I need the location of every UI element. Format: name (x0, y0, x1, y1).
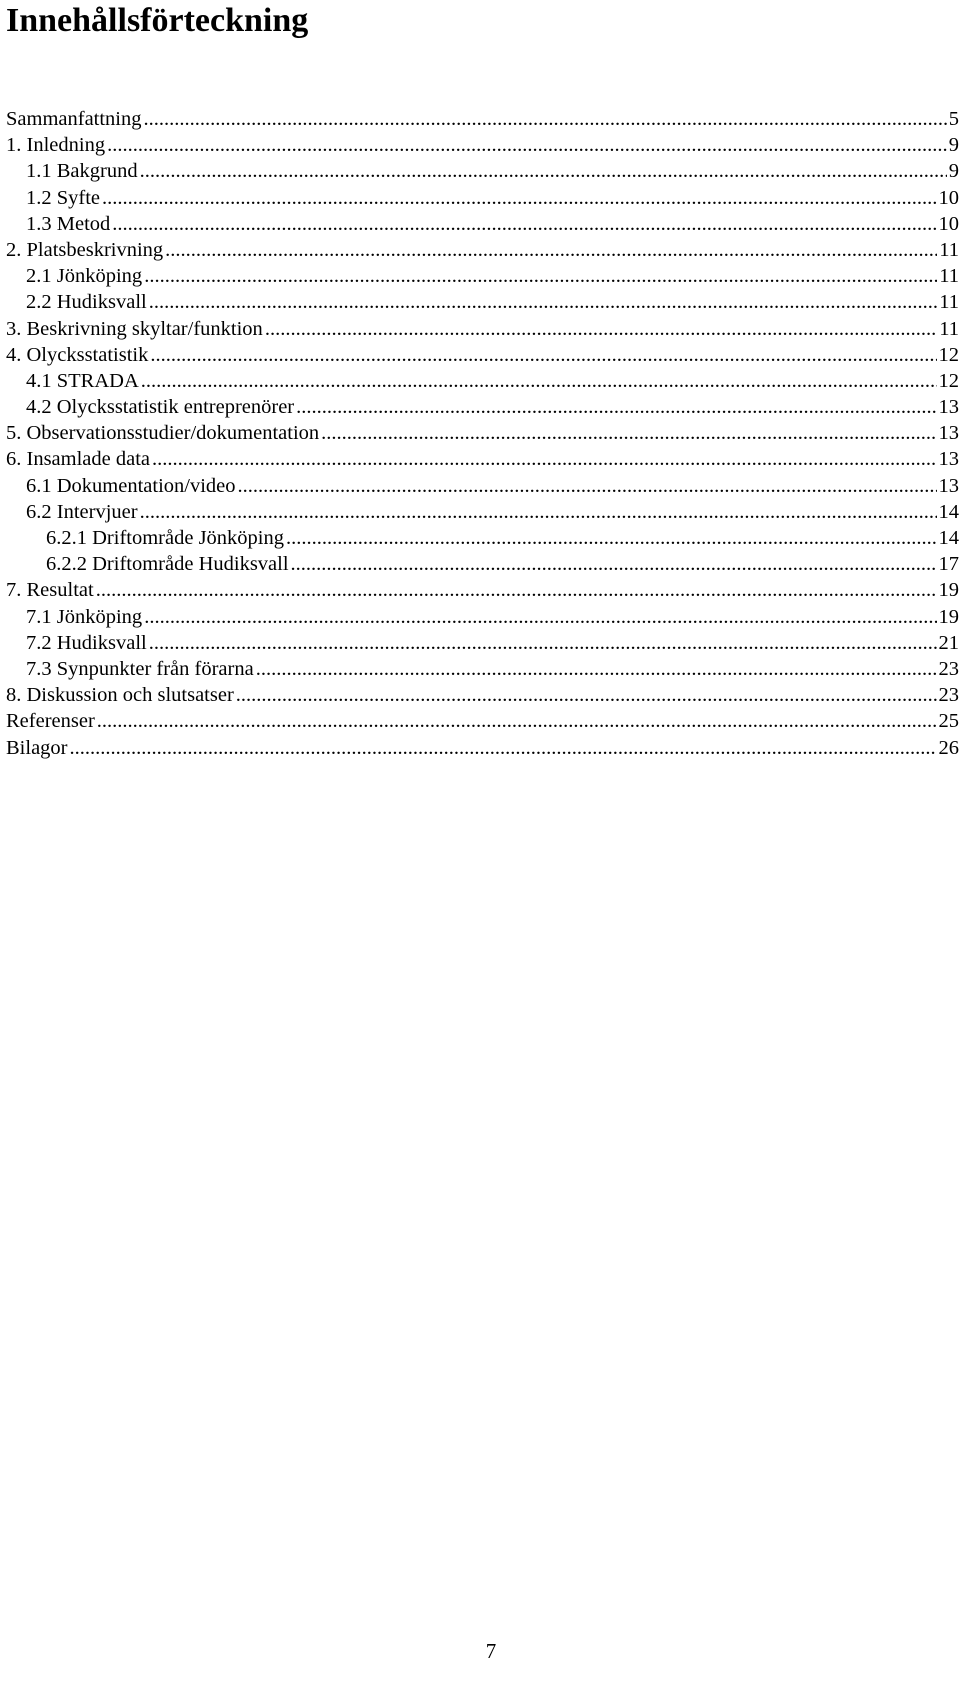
toc-entry-label: 6. Insamlade data (6, 448, 151, 471)
toc-dot-leader (144, 604, 936, 630)
toc-entry-page-number: 10 (938, 186, 959, 209)
toc-entry-label: 2. Platsbeskrivning (6, 238, 164, 261)
toc-entry-page-number: 23 (938, 657, 959, 680)
toc-entry[interactable] (6, 263, 959, 289)
toc-dot-leader (152, 446, 936, 472)
toc-entry-label: 6.2.1 Driftområde Jönköping (46, 527, 284, 549)
toc-dot-leader (144, 106, 947, 132)
toc-entry-page-number: 12 (938, 369, 959, 392)
toc-entry-label: 7.2 Hudiksvall (26, 631, 147, 654)
toc-entry[interactable] (6, 682, 959, 708)
toc-entry-page-number: 11 (939, 238, 959, 261)
toc-dot-leader (286, 525, 937, 551)
toc-entry-page-number: 23 (938, 684, 959, 707)
toc-entry-page-number: 26 (938, 736, 959, 759)
toc-entry-label: 4.2 Olycksstatistik entreprenörer (26, 396, 295, 419)
toc-entry[interactable] (6, 577, 959, 603)
toc-entry-page-number: 21 (938, 631, 959, 654)
toc-entry[interactable] (6, 316, 959, 342)
toc-entry-page-number: 13 (938, 448, 959, 471)
toc-entry[interactable] (6, 237, 959, 263)
toc-entry[interactable] (6, 185, 959, 211)
toc-entry-page-number: 25 (938, 710, 959, 733)
toc-entry-page-number: 11 (939, 291, 959, 314)
toc-entry-page-number: 11 (939, 265, 959, 288)
toc-entry-label: Sammanfattning (6, 108, 142, 130)
toc-entry[interactable] (6, 446, 959, 472)
toc-entry-label: 7. Resultat (6, 579, 94, 602)
toc-entry[interactable] (6, 551, 959, 577)
toc-entry-label: 1. Inledning (6, 134, 106, 157)
toc-entry[interactable] (6, 604, 959, 630)
toc-entry[interactable] (6, 499, 959, 525)
toc-entry[interactable] (6, 735, 959, 761)
page-number: 7 (485, 1639, 497, 1663)
toc-entry-label: 4. Olycksstatistik (6, 343, 149, 366)
toc-dot-leader (112, 211, 936, 237)
toc-entry[interactable] (6, 368, 959, 394)
page-title: Innehållsförteckning (6, 2, 309, 39)
toc-dot-leader (96, 577, 937, 603)
toc-dot-leader (150, 342, 936, 368)
toc-dot-leader (291, 551, 937, 577)
toc-dot-leader (141, 368, 937, 394)
toc-entry-label: 3. Beskrivning skyltar/funktion (6, 317, 263, 340)
toc-entry[interactable] (6, 132, 959, 158)
toc-entry[interactable] (6, 420, 959, 446)
toc-entry-label: 6.2.2 Driftområde Hudiksvall (46, 553, 289, 576)
toc-entry-label: 6.2 Intervjuer (26, 500, 138, 523)
toc-dot-leader (149, 630, 937, 656)
toc-entry-page-number: 9 (948, 160, 959, 183)
toc-entry-label: 7.3 Synpunkter från förarna (26, 657, 254, 680)
toc-entry-page-number: 17 (938, 553, 959, 576)
toc-dot-leader (321, 420, 936, 446)
toc-entry[interactable] (6, 211, 959, 237)
toc-entry-label: 1.3 Metod (26, 212, 111, 235)
toc-entry-page-number: 19 (938, 579, 959, 602)
toc-dot-leader (102, 185, 936, 211)
toc-entry[interactable] (6, 106, 959, 132)
toc-dot-leader (165, 237, 937, 263)
toc-entry-label: 5. Observationsstudier/dokumentation (6, 422, 320, 445)
toc-dot-leader (296, 394, 936, 420)
toc-entry-page-number: 19 (938, 605, 959, 628)
toc-dot-leader (140, 499, 937, 525)
toc-entry-page-number: 9 (948, 134, 959, 157)
toc-entry-page-number: 14 (938, 527, 959, 549)
toc-entry-label: 4.1 STRADA (26, 369, 139, 392)
toc-entry-label: Referenser (6, 710, 95, 733)
toc-dot-leader (97, 708, 937, 734)
toc-dot-leader (107, 132, 947, 158)
toc-entry-label: 2.1 Jönköping (26, 265, 143, 288)
toc-entry-page-number: 13 (938, 474, 959, 497)
toc-entry-label: 8. Diskussion och slutsatser (6, 684, 234, 707)
toc-dot-leader (70, 735, 937, 761)
toc-entry-label: 2.2 Hudiksvall (26, 291, 147, 314)
toc-dot-leader (256, 656, 937, 682)
toc-entry-label: Bilagor (6, 736, 68, 759)
toc-dot-leader (236, 682, 937, 708)
toc-entry[interactable] (6, 289, 959, 315)
toc-entry[interactable] (6, 342, 959, 368)
toc-dot-leader (265, 316, 937, 342)
toc-entry-page-number: 13 (938, 422, 959, 445)
toc-entry-page-number: 12 (938, 343, 959, 366)
toc-entry[interactable] (6, 473, 959, 499)
toc-entry-page-number: 10 (938, 212, 959, 235)
toc-entry[interactable] (6, 656, 959, 682)
toc-entry-page-number: 5 (948, 108, 959, 130)
toc-entry[interactable] (6, 708, 959, 734)
toc-dot-leader (140, 158, 947, 184)
toc-entry-label: 1.1 Bakgrund (26, 160, 138, 183)
toc-entry-page-number: 14 (938, 500, 959, 523)
toc-entry[interactable] (6, 525, 959, 551)
toc-dot-leader (149, 289, 938, 315)
toc-entry[interactable] (6, 158, 959, 184)
toc-entry-page-number: 13 (938, 396, 959, 419)
toc-dot-leader (144, 263, 937, 289)
toc-entry-label: 6.1 Dokumentation/video (26, 474, 236, 497)
toc-entry-label: 7.1 Jönköping (26, 605, 143, 628)
toc-entry[interactable] (6, 394, 959, 420)
toc-dot-leader (238, 473, 937, 499)
toc-entry[interactable] (6, 630, 959, 656)
toc-entry-label: 1.2 Syfte (26, 186, 101, 209)
toc-entry-page-number: 11 (939, 317, 959, 340)
table-of-contents (6, 106, 959, 761)
